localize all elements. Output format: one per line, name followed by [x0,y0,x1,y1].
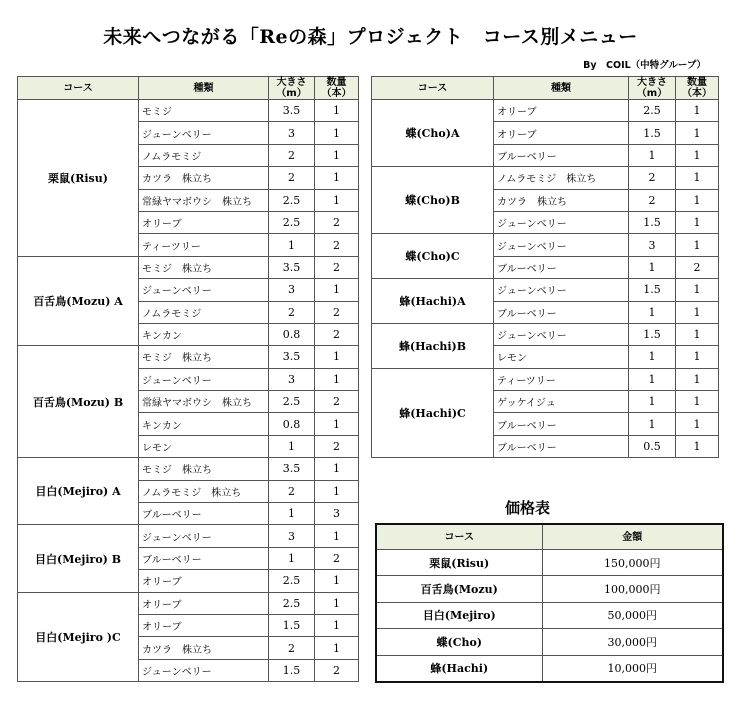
tree-qty: 2 [315,391,359,413]
tree-type: ブルーベリー [494,301,629,323]
price-header-course: コース [376,524,542,550]
tree-qty: 1 [676,100,719,122]
page-title: 未来へつながる「Reの森」プロジェクト コース別メニュー [103,26,638,48]
tree-type: オリーブ [494,122,629,144]
tree-type: ゲッケイジュ [494,391,629,413]
tree-type: ジューンベリー [139,279,269,301]
course-name: 百舌鳥(Mozu) B [18,346,139,458]
tree-qty: 1 [315,189,359,211]
tree-qty: 1 [315,100,359,122]
price-table-title: 価格表 [505,499,551,517]
course-table-left-body [18,100,359,682]
table-row [18,458,359,480]
tree-type: ブルーベリー [139,547,269,569]
tree-qty: 1 [315,570,359,592]
tree-type: ジューンベリー [139,659,269,681]
header-row [372,77,719,100]
tree-qty: 1 [676,167,719,189]
tree-type: 常緑ヤマボウシ 株立ち [139,391,269,413]
course-name: 蝶(Cho)C [372,234,494,279]
tree-size: 2 [269,637,315,659]
tree-type: ブルーベリー [139,503,269,525]
tree-size: 2.5 [269,211,315,233]
tree-type: オリーブ [139,211,269,233]
tree-qty: 2 [315,211,359,233]
tree-size: 1.5 [629,122,676,144]
tree-qty: 1 [315,368,359,390]
tree-type: ジューンベリー [139,122,269,144]
course-name: 蜂(Hachi)A [372,279,494,324]
tree-type: モミジ 株立ち [139,256,269,278]
price-course: 栗鼠(Risu) [376,550,542,576]
tree-size: 0.8 [269,323,315,345]
tree-size: 3 [269,122,315,144]
tree-type: ジューンベリー [494,211,629,233]
header-type: 種類 [494,77,629,100]
tree-size: 0.8 [269,413,315,435]
tree-type: ブルーベリー [494,256,629,278]
price-header-row [376,524,723,550]
tree-qty: 1 [315,614,359,636]
course-table-right-body [372,100,719,458]
price-table-body [376,550,723,682]
byline: By COIL（中特グループ） [583,60,706,71]
tree-qty: 1 [315,525,359,547]
tree-size: 3.5 [269,458,315,480]
tree-size: 1 [629,346,676,368]
tree-qty: 1 [315,592,359,614]
tree-qty: 1 [676,435,719,457]
tree-type: レモン [494,346,629,368]
tree-type: ブルーベリー [494,144,629,166]
header-row [18,77,359,100]
tree-type: キンカン [139,323,269,345]
tree-type: ティーツリー [494,368,629,390]
tree-type: 常緑ヤマボウシ 株立ち [139,189,269,211]
tree-qty: 1 [315,279,359,301]
tree-qty: 1 [315,346,359,368]
tree-type: オリーブ [139,592,269,614]
tree-qty: 1 [676,234,719,256]
tree-qty: 1 [315,122,359,144]
tree-qty: 1 [315,637,359,659]
tree-size: 1 [629,144,676,166]
header-qty: 数量（本） [315,77,359,100]
tree-size: 0.5 [629,435,676,457]
price-course: 蝶(Cho) [376,629,542,655]
tree-size: 2 [629,189,676,211]
table-row [372,234,719,256]
table-row [18,525,359,547]
tree-qty: 1 [315,458,359,480]
tree-type: ブルーベリー [494,435,629,457]
tree-size: 2 [269,167,315,189]
tree-size: 3 [629,234,676,256]
tree-qty: 2 [315,234,359,256]
course-name: 蝶(Cho)A [372,100,494,167]
table-row [18,592,359,614]
tree-type: カツラ 株立ち [139,167,269,189]
price-amount: 50,000円 [542,602,723,628]
tree-size: 1.5 [269,659,315,681]
tree-type: キンカン [139,413,269,435]
table-row [18,100,359,122]
course-name: 目白(Mejiro) A [18,458,139,525]
tree-qty: 1 [315,413,359,435]
tree-size: 1 [629,368,676,390]
course-name: 蜂(Hachi)C [372,368,494,458]
tree-size: 1 [269,234,315,256]
tree-qty: 2 [315,323,359,345]
course-name: 蝶(Cho)B [372,167,494,234]
price-header-price: 金額 [542,524,723,550]
tree-qty: 1 [676,189,719,211]
price-row [376,550,723,576]
course-name: 目白(Mejiro) B [18,525,139,592]
course-name: 目白(Mejiro )C [18,592,139,682]
tree-qty: 1 [676,323,719,345]
tree-qty: 1 [676,211,719,233]
tree-type: モミジ 株立ち [139,346,269,368]
tree-qty: 2 [676,256,719,278]
price-amount: 10,000円 [542,655,723,682]
tree-size: 2.5 [269,592,315,614]
price-row [376,576,723,602]
price-amount: 100,000円 [542,576,723,602]
tree-type: ジューンベリー [494,279,629,301]
tree-size: 3 [269,525,315,547]
tree-qty: 3 [315,503,359,525]
tree-size: 2 [629,167,676,189]
table-row [372,368,719,390]
tree-qty: 1 [676,413,719,435]
tree-type: ティーツリー [139,234,269,256]
tree-qty: 2 [315,547,359,569]
header-qty: 数量（本） [676,77,719,100]
tree-size: 2 [269,144,315,166]
tree-qty: 2 [315,256,359,278]
tree-type: ジューンベリー [494,323,629,345]
tree-qty: 1 [315,144,359,166]
tree-qty: 2 [315,435,359,457]
price-row [376,655,723,682]
tree-qty: 2 [315,659,359,681]
tree-type: モミジ [139,100,269,122]
tree-type: ノムラモミジ 株立ち [139,480,269,502]
tree-type: ノムラモミジ [139,144,269,166]
tree-size: 2.5 [629,100,676,122]
table-row [372,323,719,345]
tree-size: 1 [629,391,676,413]
tree-qty: 1 [676,346,719,368]
tree-type: ジューンベリー [139,525,269,547]
tree-size: 3.5 [269,256,315,278]
tree-size: 1 [629,301,676,323]
price-row [376,629,723,655]
tree-size: 1.5 [629,211,676,233]
tree-qty: 1 [676,391,719,413]
tree-size: 2 [269,480,315,502]
tree-size: 1 [269,547,315,569]
tree-type: レモン [139,435,269,457]
price-row [376,602,723,628]
tree-qty: 1 [315,167,359,189]
tree-qty: 1 [676,122,719,144]
price-course: 蜂(Hachi) [376,655,542,682]
tree-type: オリーブ [139,570,269,592]
tree-qty: 1 [676,301,719,323]
tree-size: 1 [269,435,315,457]
price-course: 目白(Mejiro) [376,602,542,628]
tree-qty: 1 [315,480,359,502]
tree-size: 2 [269,301,315,323]
price-course: 百舌鳥(Mozu) [376,576,542,602]
tree-qty: 1 [676,144,719,166]
tree-type: ノムラモミジ 株立ち [494,167,629,189]
tree-type: ノムラモミジ [139,301,269,323]
course-name: 栗鼠(Risu) [18,100,139,257]
tree-type: カツラ 株立ち [494,189,629,211]
tree-type: カツラ 株立ち [139,637,269,659]
tree-size: 1 [629,256,676,278]
course-table-left [17,76,359,682]
course-name: 百舌鳥(Mozu) A [18,256,139,346]
table-row [18,256,359,278]
header-course: コース [372,77,494,100]
course-name: 蜂(Hachi)B [372,323,494,368]
table-row [372,100,719,122]
tree-size: 1.5 [629,323,676,345]
tree-size: 1.5 [269,614,315,636]
price-amount: 30,000円 [542,629,723,655]
tree-size: 1.5 [629,279,676,301]
header-size: 大きさ（m） [629,77,676,100]
tree-type: オリーブ [139,614,269,636]
tree-size: 2.5 [269,570,315,592]
tree-size: 3.5 [269,100,315,122]
tree-qty: 1 [676,279,719,301]
tree-type: ブルーベリー [494,413,629,435]
tree-size: 1 [269,503,315,525]
table-row [372,167,719,189]
table-row [372,279,719,301]
tree-size: 3.5 [269,346,315,368]
course-table-right [371,76,719,458]
tree-qty: 1 [676,368,719,390]
tree-size: 3 [269,279,315,301]
tree-type: ジューンベリー [139,368,269,390]
tree-type: オリーブ [494,100,629,122]
header-course: コース [18,77,139,100]
tree-size: 1 [629,413,676,435]
header-size: 大きさ（m） [269,77,315,100]
header-type: 種類 [139,77,269,100]
table-row [18,346,359,368]
price-amount: 150,000円 [542,550,723,576]
tree-type: ジューンベリー [494,234,629,256]
tree-size: 3 [269,368,315,390]
tree-size: 2.5 [269,391,315,413]
tree-qty: 2 [315,301,359,323]
price-table [375,523,724,683]
tree-type: モミジ 株立ち [139,458,269,480]
tree-size: 2.5 [269,189,315,211]
